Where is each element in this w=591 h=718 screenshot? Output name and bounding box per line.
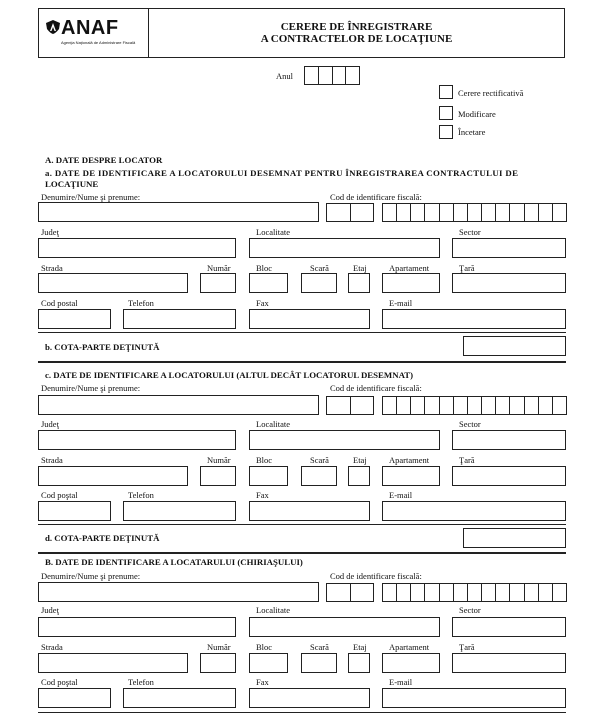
apartament-label: Apartament — [389, 455, 430, 465]
modificare-checkbox[interactable] — [439, 106, 453, 120]
strada-label: Strada — [41, 263, 63, 273]
localitate-label: Localitate — [256, 227, 290, 237]
bloc-input[interactable] — [249, 466, 288, 486]
fax-input[interactable] — [249, 688, 370, 708]
cif-input-prefix[interactable] — [326, 203, 374, 222]
title-line-2: A CONTRACTELOR DE LOCAŢIUNE — [260, 33, 453, 45]
cod-postal-input[interactable] — [38, 309, 111, 329]
etaj-label: Etaj — [353, 642, 367, 652]
scara-input[interactable] — [301, 653, 337, 673]
anaf-logo — [39, 9, 149, 57]
strada-input[interactable] — [38, 273, 188, 293]
tara-label: Ţară — [459, 263, 475, 273]
cif-input-prefix[interactable] — [326, 583, 374, 602]
section-a-sub-a-cont: LOCAŢIUNE — [45, 179, 99, 189]
localitate-label: Localitate — [256, 605, 290, 615]
judet-input[interactable] — [38, 617, 236, 637]
numar-input[interactable] — [200, 466, 236, 486]
sector-label: Sector — [459, 419, 481, 429]
email-input[interactable] — [382, 501, 566, 521]
cif-label: Cod de identificare fiscală: — [330, 383, 422, 393]
section-a-sub-b: b. COTA-PARTE DEŢINUTĂ — [45, 342, 160, 352]
form-header — [38, 8, 565, 58]
scara-label: Scară — [310, 263, 329, 273]
fax-label: Fax — [256, 490, 269, 500]
divider — [38, 361, 566, 363]
bloc-label: Bloc — [256, 642, 273, 652]
apartament-input[interactable] — [382, 466, 440, 486]
cod-postal-label: Cod postal — [41, 298, 78, 308]
rectificativa-label: Cerere rectificativă — [458, 88, 524, 98]
numar-label: Număr — [207, 455, 231, 465]
shield-icon — [45, 19, 61, 35]
denumire-label: Denumire/Nume şi prenume: — [41, 571, 141, 581]
cota-parte-input[interactable] — [463, 528, 566, 548]
fax-label: Fax — [256, 677, 269, 687]
incetare-checkbox[interactable] — [439, 125, 453, 139]
tara-label: Ţară — [459, 642, 475, 652]
apartament-label: Apartament — [389, 263, 430, 273]
localitate-label: Localitate — [256, 419, 290, 429]
denumire-input[interactable] — [38, 395, 319, 415]
cif-label: Cod de identificare fiscală: — [330, 192, 422, 202]
strada-label: Strada — [41, 642, 63, 652]
email-label: E-mail — [389, 490, 413, 500]
telefon-label: Telefon — [128, 298, 154, 308]
cif-label: Cod de identificare fiscală: — [330, 571, 422, 581]
localitate-input[interactable] — [249, 617, 440, 637]
localitate-input[interactable] — [249, 238, 440, 258]
divider — [38, 524, 566, 525]
bloc-input[interactable] — [249, 653, 288, 673]
cod-postal-label: Cod poştal — [41, 490, 78, 500]
email-label: E-mail — [389, 677, 413, 687]
incetare-label: Încetare — [458, 127, 486, 137]
cif-input[interactable] — [382, 396, 567, 415]
modificare-label: Modificare — [458, 109, 496, 119]
tara-input[interactable] — [452, 466, 566, 486]
year-label: Anul — [276, 71, 293, 81]
cif-input-prefix[interactable] — [326, 396, 374, 415]
title-line-1: CERERE DE ÎNREGISTRARE — [280, 21, 433, 33]
numar-label: Număr — [207, 642, 231, 652]
bloc-label: Bloc — [256, 455, 273, 465]
year-input[interactable] — [304, 66, 360, 85]
denumire-label: Denumire/Nume şi prenume: — [41, 383, 141, 393]
strada-input[interactable] — [38, 653, 188, 673]
judet-label: Judeţ — [41, 605, 59, 615]
tara-label: Ţară — [459, 455, 475, 465]
judet-label: Judeţ — [41, 419, 59, 429]
fax-input[interactable] — [249, 501, 370, 521]
cif-input[interactable] — [382, 583, 567, 602]
divider — [38, 332, 566, 333]
section-a-sub-d: d. COTA-PARTE DEŢINUTĂ — [45, 533, 160, 543]
rectificativa-checkbox[interactable] — [439, 85, 453, 99]
scara-label: Scară — [310, 642, 329, 652]
tara-input[interactable] — [452, 273, 566, 293]
telefon-label: Telefon — [128, 677, 154, 687]
cota-parte-input[interactable] — [463, 336, 566, 356]
section-a-sub-c: c. DATE DE IDENTIFICARE A LOCATORULUI (ALTUL DECÂT LOCATORUL DESEMNAT) — [45, 370, 414, 380]
sector-label: Sector — [459, 605, 481, 615]
cif-input[interactable] — [382, 203, 567, 222]
fax-label: Fax — [256, 298, 269, 308]
bloc-input[interactable] — [249, 273, 288, 293]
etaj-input[interactable] — [348, 466, 370, 486]
telefon-input[interactable] — [123, 501, 236, 521]
tara-input[interactable] — [452, 653, 566, 673]
numar-input[interactable] — [200, 653, 236, 673]
localitate-input[interactable] — [249, 430, 440, 450]
cod-postal-label: Cod poştal — [41, 677, 78, 687]
cod-postal-input[interactable] — [38, 688, 111, 708]
numar-label: Număr — [207, 263, 231, 273]
apartament-label: Apartament — [389, 642, 430, 652]
sector-input[interactable] — [452, 430, 566, 450]
scara-label: Scară — [310, 455, 329, 465]
etaj-input[interactable] — [348, 273, 370, 293]
judet-label: Judeţ — [41, 227, 59, 237]
apartament-input[interactable] — [382, 273, 440, 293]
telefon-input[interactable] — [123, 309, 236, 329]
logo-subtitle: Agenţia Naţională de Administrare Fiscală — [61, 40, 136, 45]
section-a-sub-a: a. DATE DE IDENTIFICARE A LOCATORULUI DESEMNAT PENTRU ÎNREGISTRAREA CONTRACTULUI DE — [45, 168, 519, 178]
email-label: E-mail — [389, 298, 413, 308]
sector-input[interactable] — [452, 617, 566, 637]
sector-input[interactable] — [452, 238, 566, 258]
judet-input[interactable] — [38, 430, 236, 450]
judet-input[interactable] — [38, 238, 236, 258]
section-b-title: B. DATE DE IDENTIFICARE A LOCATARULUI (CHIRIAŞULUI) — [45, 557, 303, 567]
telefon-input[interactable] — [123, 688, 236, 708]
telefon-label: Telefon — [128, 490, 154, 500]
section-a-title: A. DATE DESPRE LOCATOR — [45, 155, 163, 165]
scara-input[interactable] — [301, 466, 337, 486]
cod-postal-input[interactable] — [38, 501, 111, 521]
etaj-label: Etaj — [353, 455, 367, 465]
bloc-label: Bloc — [256, 263, 273, 273]
form-title — [149, 21, 564, 45]
numar-input[interactable] — [200, 273, 236, 293]
scara-input[interactable] — [301, 273, 337, 293]
apartament-input[interactable] — [382, 653, 440, 673]
logo-text: ANAF — [61, 17, 119, 39]
denumire-input[interactable] — [38, 202, 319, 222]
divider — [38, 712, 566, 713]
email-input[interactable] — [382, 688, 566, 708]
etaj-input[interactable] — [348, 653, 370, 673]
email-input[interactable] — [382, 309, 566, 329]
strada-label: Strada — [41, 455, 63, 465]
etaj-label: Etaj — [353, 263, 367, 273]
denumire-input[interactable] — [38, 582, 319, 602]
fax-input[interactable] — [249, 309, 370, 329]
sector-label: Sector — [459, 227, 481, 237]
divider — [38, 552, 566, 554]
strada-input[interactable] — [38, 466, 188, 486]
denumire-label: Denumire/Nume şi prenume: — [41, 192, 141, 202]
